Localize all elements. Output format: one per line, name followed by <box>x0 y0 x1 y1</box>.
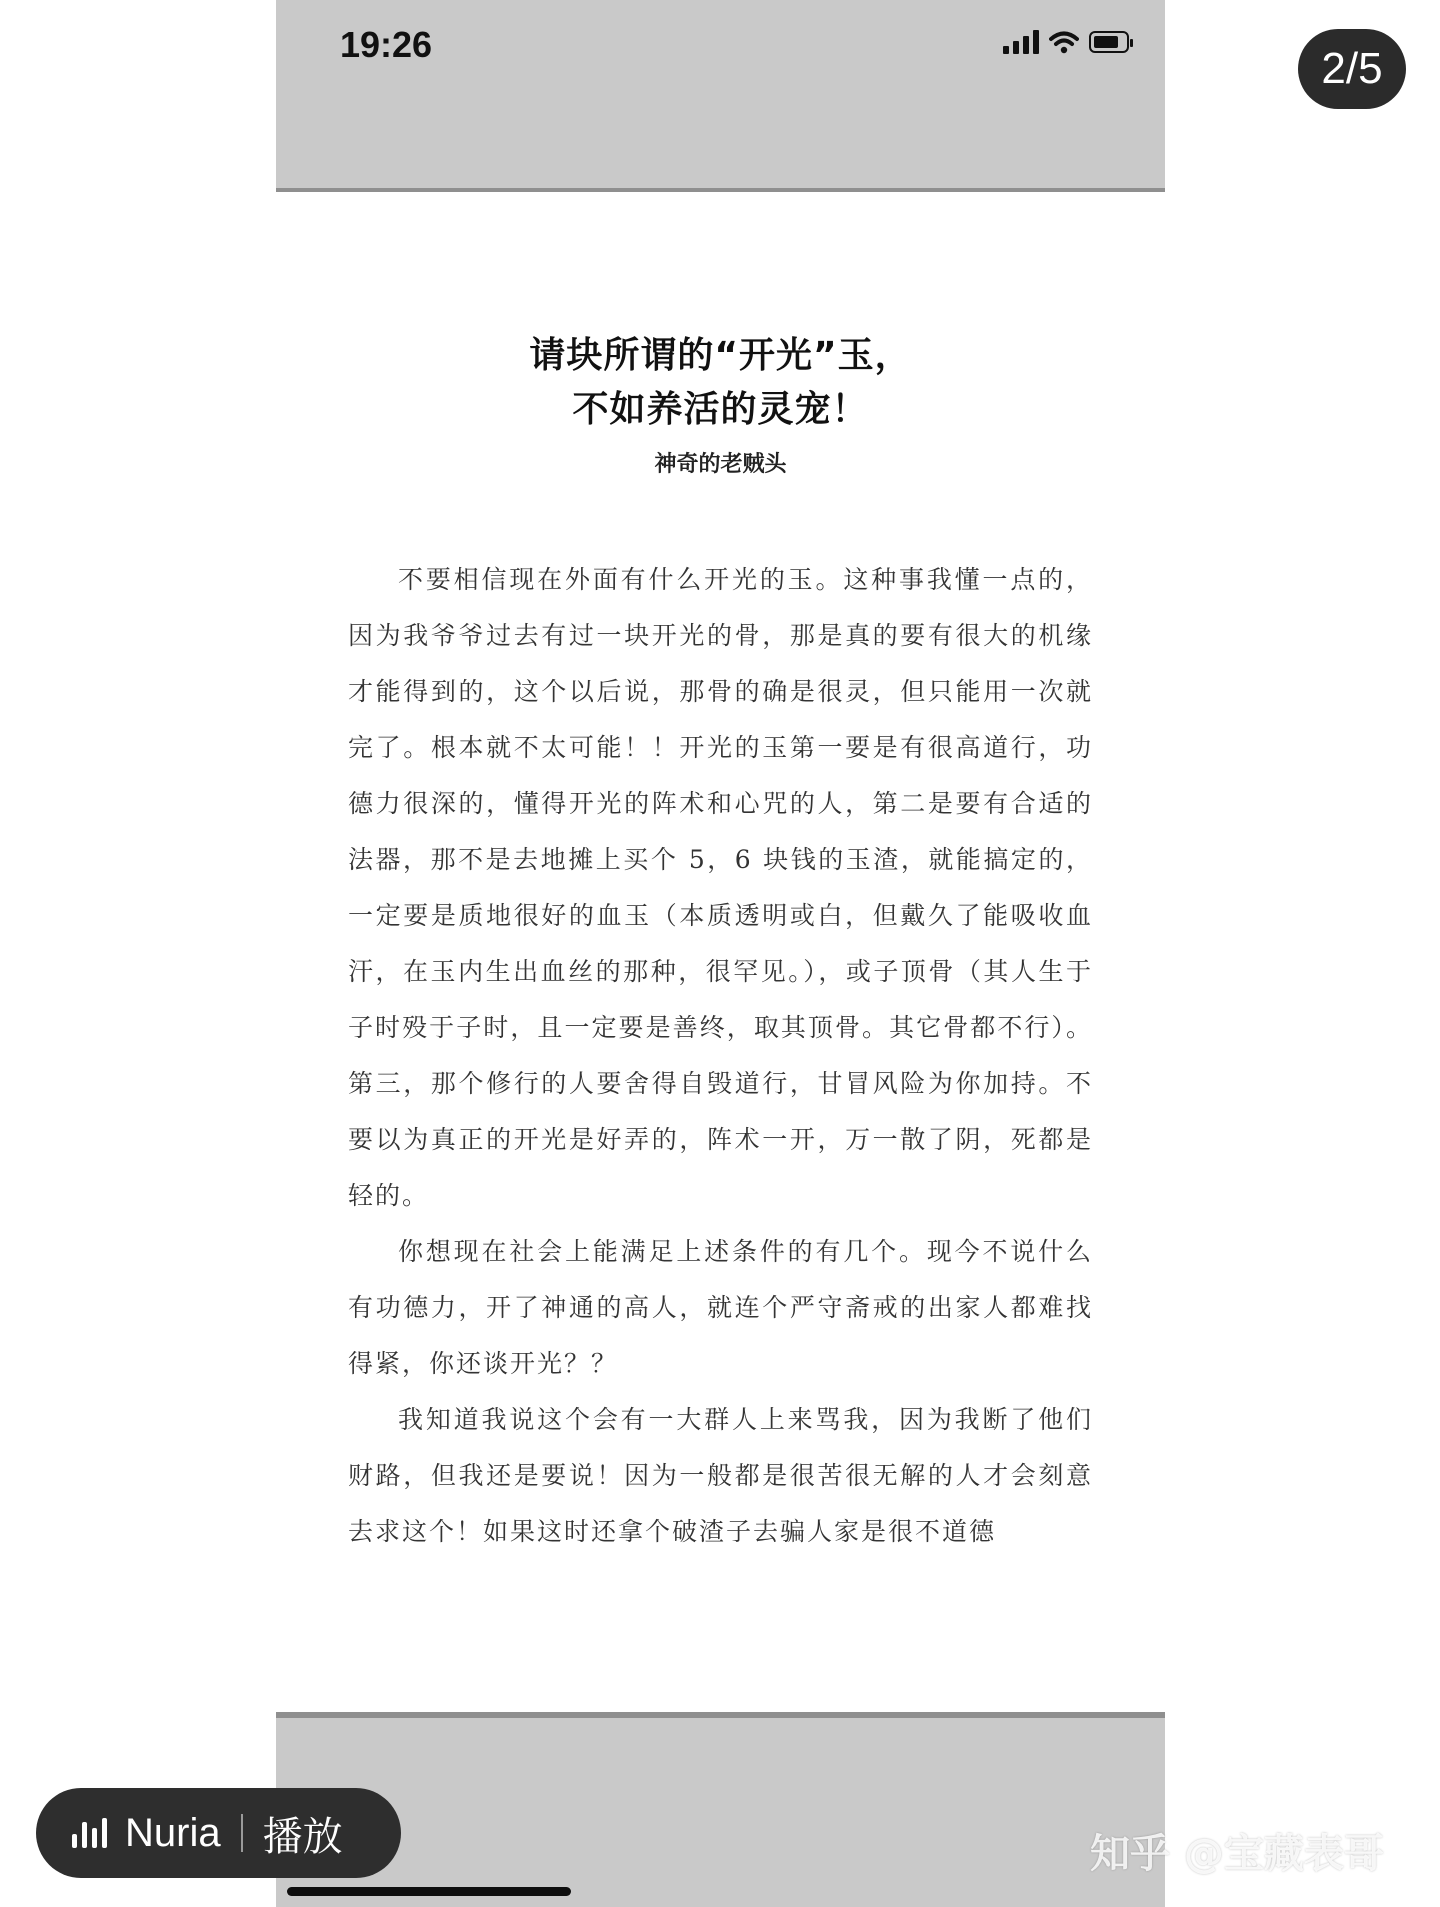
page-counter: 2/5 <box>1298 29 1406 109</box>
paragraph: 你想现在社会上能满足上述条件的有几个。现今不说什么有功德力，开了神通的高人，就连个严守斋戒的出家人都难找得紧，你还谈开光？？ <box>348 1237 1093 1378</box>
status-icons <box>1003 30 1129 54</box>
status-time: 19:26 <box>340 24 433 65</box>
audio-bars-icon <box>72 1818 107 1848</box>
document-page <box>276 192 1165 1712</box>
watermark: 知乎 @宝藏表哥 <box>1090 1831 1384 1877</box>
article-body <box>348 552 1093 1560</box>
wifi-icon <box>1049 30 1079 54</box>
audio-player-button[interactable] <box>36 1788 401 1878</box>
phone-screenshot <box>276 0 1165 1907</box>
play-label: 播放 <box>262 1813 343 1860</box>
title-line-2: 不如养活的灵宠！ <box>572 389 869 430</box>
paragraph: 不要相信现在外面有什么开光的玉。这种事我懂一点的，因为我爷爷过去有过一块开光的骨，那是真的要有很大的机缘才能得到的，这个以后说，那骨的确是很灵，但只能用一次就完了。根本就不太可能！！开光的玉第一要是有很高道行，功德力很深的，懂得开光的阵术和心咒的人，第二是要有合适的法器，那不是去地摊上买个 5，6 块钱的玉渣，就能搞定的，一定要是质地很好的血玉（本质透明或白，但戴久了能吸收血汗，在玉内生出血丝的那种，很罕见。），或子顶骨（其人生于子时殁于子时，且一定要是善终，取其顶骨。其它骨都不行）。第三，那个修行的人要舍得自毁道行，甘冒风险为你加持。不要以为真正的开光是好弄的，阵术一开，万一散了阴，死都是轻的。 <box>348 565 1093 1210</box>
paragraph: 我知道我说这个会有一大群人上来骂我，因为我断了他们财路，但我还是要说！因为一般都是很苦很无解的人才会刻意去求这个！如果这时还拿个破渣子去骗人家是很不道德 <box>348 1405 1093 1546</box>
status-bar <box>276 0 1165 192</box>
bottom-bar <box>276 1712 1165 1907</box>
signal-icon <box>1003 30 1039 54</box>
battery-icon <box>1089 31 1129 53</box>
title-line-1: 请块所谓的“开光”玉， <box>529 335 912 376</box>
article-title <box>276 329 1165 437</box>
home-indicator[interactable] <box>287 1887 571 1896</box>
article-byline: 神奇的老贼头 <box>654 451 787 477</box>
player-name: Nuria <box>125 1810 221 1855</box>
divider <box>241 1814 243 1852</box>
